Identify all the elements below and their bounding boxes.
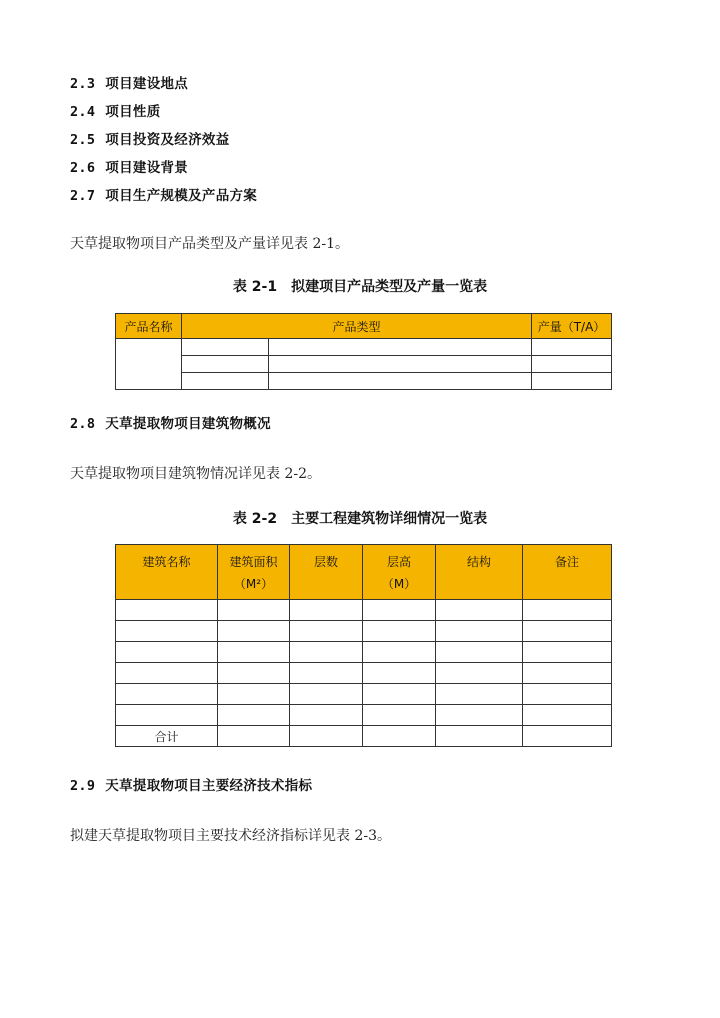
table-row [116, 600, 612, 621]
table-cell [290, 726, 363, 747]
table-cell [523, 726, 612, 747]
table-cell [436, 663, 523, 684]
table-header-row [116, 545, 612, 600]
table-cell [436, 684, 523, 705]
table-cell [523, 621, 612, 642]
paragraph-table-2-3-ref: 拟建天草提取物项目主要技术经济指标详见表 2-3。 [70, 828, 391, 844]
table-row [116, 356, 612, 373]
section-heading-2-8: 2.8 天草提取物项目建筑物概况 [70, 416, 271, 432]
table-cell [523, 705, 612, 726]
header-product-type: 产品类型 [182, 314, 532, 339]
table-cell [269, 373, 532, 390]
table-cell [523, 600, 612, 621]
table-cell [182, 339, 269, 356]
table-cell [218, 642, 290, 663]
table-header-row [116, 314, 612, 339]
section-heading-2-7: 2.7 项目生产规模及产品方案 [70, 188, 258, 204]
table-cell [218, 705, 290, 726]
table-cell [436, 705, 523, 726]
header-floors: 层数 [290, 545, 363, 600]
header-output: 产量（T/A） [532, 314, 612, 339]
table-total-row [116, 726, 612, 747]
table-cell [436, 600, 523, 621]
table-cell [182, 356, 269, 373]
header-structure: 结构 [436, 545, 523, 600]
table-cell [290, 663, 363, 684]
buildings-table [115, 544, 612, 747]
table-cell [436, 726, 523, 747]
table-cell [436, 621, 523, 642]
table-cell [532, 356, 612, 373]
header-product-name: 产品名称 [116, 314, 182, 339]
table-cell [290, 642, 363, 663]
table-cell [363, 600, 436, 621]
table-cell [269, 356, 532, 373]
header-floor-height: 层高 （M） [363, 545, 436, 600]
section-heading-2-6: 2.6 项目建设背景 [70, 160, 189, 176]
table-cell [218, 726, 290, 747]
table-cell [218, 684, 290, 705]
table-cell [532, 339, 612, 356]
table-cell [218, 600, 290, 621]
table-cell [523, 642, 612, 663]
paragraph-table-2-2-ref: 天草提取物项目建筑物情况详见表 2-2。 [70, 466, 321, 482]
table-cell [363, 726, 436, 747]
table-cell [523, 684, 612, 705]
table-cell [116, 684, 218, 705]
table-row [116, 373, 612, 390]
table-cell [218, 621, 290, 642]
table-cell [116, 663, 218, 684]
section-heading-2-9: 2.9 天草提取物项目主要经济技术指标 [70, 778, 313, 794]
paragraph-table-2-1-ref: 天草提取物项目产品类型及产量详见表 2-1。 [70, 236, 349, 252]
table-cell [436, 642, 523, 663]
table-cell [116, 705, 218, 726]
table-cell [523, 663, 612, 684]
table-cell [363, 621, 436, 642]
table-cell [290, 684, 363, 705]
table-row [116, 663, 612, 684]
table-cell [116, 339, 182, 390]
table-cell [363, 684, 436, 705]
table-cell [363, 705, 436, 726]
table-row [116, 642, 612, 663]
header-remarks: 备注 [523, 545, 612, 600]
table-cell [182, 373, 269, 390]
table-cell [218, 663, 290, 684]
header-building-area: 建筑面积 （M²） [218, 545, 290, 600]
table-row [116, 621, 612, 642]
table-cell [290, 621, 363, 642]
table-cell [116, 621, 218, 642]
table-cell [532, 373, 612, 390]
table-row [116, 339, 612, 356]
table-row [116, 684, 612, 705]
table-2-1-caption: 表 2-1 拟建项目产品类型及产量一览表 [232, 279, 488, 295]
total-label: 合计 [116, 726, 218, 747]
table-cell [116, 642, 218, 663]
table-row [116, 705, 612, 726]
table-2-2-caption: 表 2-2 主要工程建筑物详细情况一览表 [232, 511, 488, 527]
table-cell [363, 663, 436, 684]
header-building-name: 建筑名称 [116, 545, 218, 600]
table-cell [290, 600, 363, 621]
product-table [115, 313, 612, 390]
section-heading-2-3: 2.3 项目建设地点 [70, 76, 189, 92]
table-cell [290, 705, 363, 726]
section-heading-2-4: 2.4 项目性质 [70, 104, 161, 120]
table-cell [363, 642, 436, 663]
section-heading-2-5: 2.5 项目投资及经济效益 [70, 132, 230, 148]
table-cell [116, 600, 218, 621]
table-cell [269, 339, 532, 356]
